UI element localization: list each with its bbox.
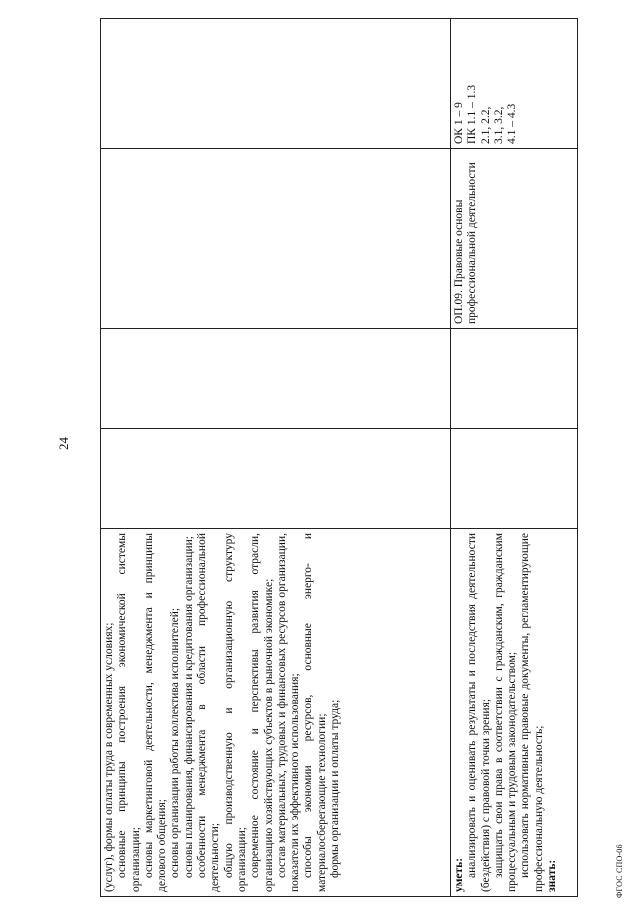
list-item: формы организации и оплаты труда; (329, 699, 342, 878)
page-number: 24 (56, 437, 71, 450)
list-item: (услуг), формы оплаты труда в современных условиях; (103, 622, 115, 892)
list-item: состав материальных, трудовых и финансовых ресурсов организации, показатели их эффективного использования; (275, 533, 302, 892)
list-item: основы планирования, финансирования и кредитования организации; (182, 536, 195, 878)
empty-cell (101, 329, 451, 429)
list-item: использовать нормативные правовые документы, регламентирующие профессиональную деятельность; (519, 533, 545, 892)
knowledge-heading: знать: (546, 859, 559, 892)
discipline-cell: ОП.09. Правовые основы профессиональной деятельности (451, 149, 578, 329)
table-row (451, 19, 578, 897)
competency-item: ОК 1 – 9 (453, 102, 465, 144)
list-item: основы организации работы коллектива исполнителей; (169, 607, 182, 878)
skills-cell (451, 529, 578, 897)
competency-item: 4.1 – 4.3 (506, 103, 519, 144)
empty-cell (101, 19, 451, 149)
empty-cell (101, 149, 451, 329)
list-item: анализировать и оценивать результаты и последствия деятельности (бездействия) с правовой точки зрения; (466, 533, 492, 892)
empty-cell (451, 329, 578, 429)
list-item: общую производственную и организационную структуру организации; (222, 533, 248, 892)
footer-label: ФГОС СПО-06 (615, 844, 624, 898)
knowledge-cell (101, 529, 451, 897)
skills-heading: уметь: (453, 857, 465, 892)
list-item: особенности менеджмента в области профессиональной деятельности; (196, 533, 222, 892)
competency-item: 2.1, 2.2, (479, 106, 492, 144)
list-item: основные принципы построения экономической системы организации; (116, 533, 142, 892)
list-item: защищать свои права в соответствии с гражданским, гражданским процессуальным и трудовым законодательством; (492, 533, 519, 892)
competencies-cell (451, 19, 578, 149)
empty-cell (451, 429, 578, 529)
competency-item: 3.1, 3.2, (492, 106, 505, 144)
list-item: современное состояние и перспективы развития отрасли, организацию хозяйствующих субъектов в рыночной экономике; (249, 533, 275, 892)
standards-table (100, 18, 578, 897)
list-item: способы экономии ресурсов, основные энерго- и материалосберегающие технологии; (302, 533, 328, 892)
empty-cell (101, 429, 451, 529)
list-item: основы маркетинговой деятельности, менеджмента и принципы делового общения; (142, 533, 169, 892)
competency-item: ПК 1.1 – 1.3 (466, 84, 479, 144)
table-row (101, 19, 451, 897)
